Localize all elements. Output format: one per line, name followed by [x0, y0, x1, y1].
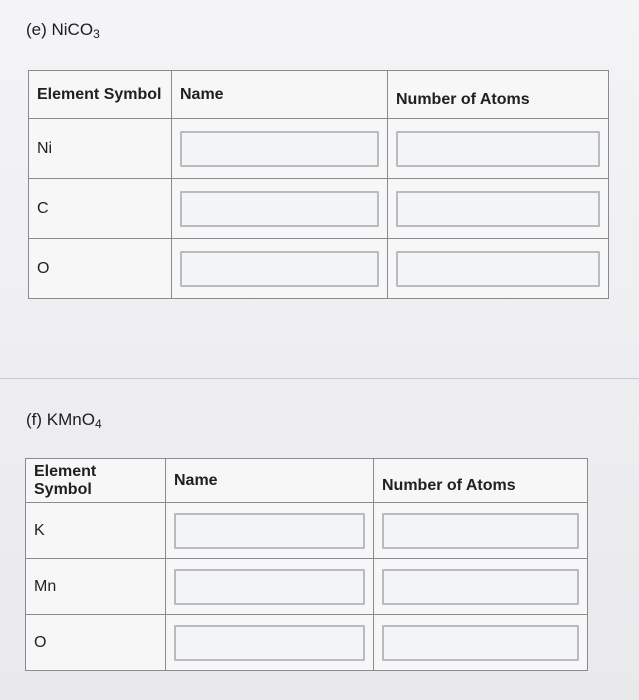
question-f-formula: (f) KMnO — [26, 410, 95, 429]
table-row — [29, 119, 609, 179]
header-name: Name — [166, 459, 374, 503]
atoms-input[interactable] — [396, 191, 600, 227]
question-e-table — [28, 70, 608, 298]
name-input[interactable] — [174, 569, 365, 605]
element-symbol-cell: O — [26, 615, 166, 671]
question-e-subscript: 3 — [93, 27, 100, 41]
header-number-of-atoms: Number of Atoms — [388, 71, 609, 119]
name-cell — [166, 559, 374, 615]
atoms-input[interactable] — [382, 625, 579, 661]
section-divider — [0, 378, 639, 379]
atoms-cell — [388, 239, 609, 299]
atoms-cell — [388, 119, 609, 179]
table-row — [29, 239, 609, 299]
table-row — [26, 503, 588, 559]
name-input[interactable] — [180, 131, 379, 167]
question-f-table — [25, 458, 587, 670]
atoms-cell — [374, 615, 588, 671]
table-row — [26, 615, 588, 671]
table-row — [29, 179, 609, 239]
name-cell — [166, 503, 374, 559]
name-cell — [166, 615, 374, 671]
question-e-formula: (e) NiCO — [26, 20, 94, 39]
table-header-row — [26, 459, 588, 503]
atoms-input[interactable] — [382, 513, 579, 549]
name-input[interactable] — [174, 513, 365, 549]
element-symbol-cell: K — [26, 503, 166, 559]
name-input[interactable] — [174, 625, 365, 661]
question-f-subscript: 4 — [94, 417, 102, 431]
question-e-title — [26, 20, 100, 41]
element-symbol-cell: Ni — [29, 119, 172, 179]
atoms-input[interactable] — [382, 569, 579, 605]
name-cell — [172, 239, 388, 299]
header-element-symbol: Element Symbol — [29, 71, 172, 119]
question-f-title — [26, 410, 102, 431]
atoms-input[interactable] — [396, 251, 600, 287]
header-element-symbol: Element Symbol — [26, 459, 166, 503]
atoms-cell — [388, 179, 609, 239]
header-name: Name — [172, 71, 388, 119]
atoms-cell — [374, 503, 588, 559]
name-input[interactable] — [180, 191, 379, 227]
header-number-of-atoms: Number of Atoms — [374, 459, 588, 503]
atoms-input[interactable] — [396, 131, 600, 167]
element-symbol-cell: O — [29, 239, 172, 299]
name-cell — [172, 179, 388, 239]
name-input[interactable] — [180, 251, 379, 287]
table-row — [26, 559, 588, 615]
atoms-cell — [374, 559, 588, 615]
table-header-row — [29, 71, 609, 119]
name-cell — [172, 119, 388, 179]
element-symbol-cell: Mn — [26, 559, 166, 615]
element-symbol-cell: C — [29, 179, 172, 239]
